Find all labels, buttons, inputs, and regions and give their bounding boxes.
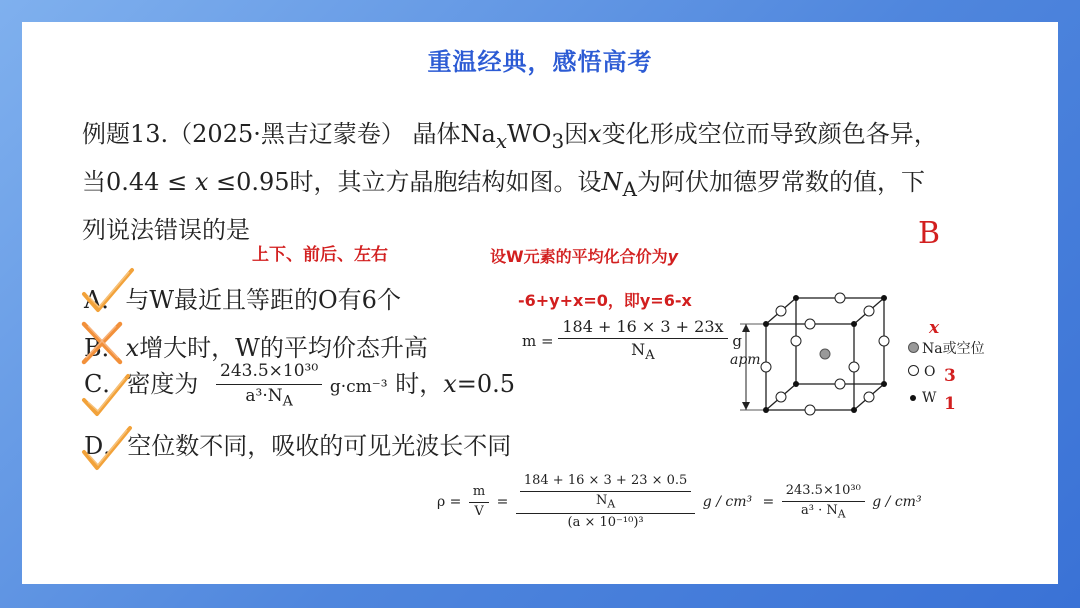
mass-fraction — [558, 318, 727, 364]
q1-text-a: 例题13.（2025·黑吉辽蒙卷） 晶体Na — [82, 120, 496, 148]
rho-res-den-sub: A — [837, 507, 846, 521]
rho-eq1: = — [496, 494, 509, 511]
option-c-num: 243.5×10³⁰ — [216, 362, 322, 385]
rho-inner-num: 184 + 16 × 3 + 23 × 0.5 — [520, 474, 691, 492]
q2-sub-A: A — [622, 176, 637, 201]
q1-sub-x: x — [495, 128, 508, 153]
slide — [22, 22, 1058, 584]
valence-prefix: 设W元素的平均化合价为 — [490, 247, 668, 266]
valence-var: y — [667, 247, 679, 266]
question-line-3: 列说法错误的是 — [82, 216, 250, 244]
rho-result-fraction — [782, 484, 865, 521]
q2-text-c: 为阿伏加德罗常数的值，下 — [636, 168, 925, 196]
mass-den-text: N — [631, 340, 646, 360]
mass-lhs: m = — [522, 331, 554, 350]
legend-w-text: W — [922, 390, 937, 406]
mass-unit: g — [732, 331, 742, 350]
check-icon — [80, 372, 136, 420]
rho-inner-den-sub: A — [607, 497, 616, 511]
q2-x: x — [187, 168, 216, 196]
mass-formula — [522, 318, 742, 364]
legend-o-text: O — [924, 364, 936, 380]
density-formula — [434, 474, 925, 531]
legend-w — [908, 390, 936, 406]
rho-inner-den — [520, 492, 691, 511]
q2-N: N — [601, 168, 623, 196]
option-c-label: C．密度为 — [84, 370, 199, 399]
rho-unit2: g / cm³ — [872, 494, 922, 511]
directions-note: 上下、前后、左右 — [252, 245, 388, 265]
rho-mv — [469, 485, 489, 520]
option-d[interactable]: D．空位数不同，吸收的可见光波长不同 — [84, 432, 512, 460]
legend-w-count: 1 — [944, 394, 956, 414]
q1-text-c: 因 — [564, 120, 589, 148]
option-c-tail-x: x — [443, 370, 457, 399]
q1-text-b: WO — [507, 120, 552, 148]
valence-note — [490, 244, 678, 267]
cross-icon — [78, 318, 126, 368]
legend-na-text: Na或空位 — [922, 341, 985, 357]
rho-big-num — [516, 474, 695, 514]
question-line-2 — [82, 162, 925, 201]
rho-eq2: = — [762, 494, 775, 511]
mass-den-sub: A — [645, 348, 655, 364]
option-c-tail-b: =0.5 — [456, 370, 516, 399]
rho-unit1: g / cm³ — [702, 494, 753, 511]
legend-o-count: 3 — [944, 366, 956, 386]
option-b-label: B． — [84, 334, 126, 362]
rho-res-den — [782, 502, 865, 521]
mass-num: 184 + 16 × 3 + 23x — [558, 318, 727, 339]
answer-label: B — [918, 216, 941, 251]
option-c[interactable] — [84, 362, 515, 409]
edge-length-label: apm — [730, 352, 761, 368]
option-c-den — [216, 385, 322, 410]
page-title: 重温经典，感悟高考 — [427, 48, 653, 76]
check-icon — [80, 424, 138, 474]
rho-inner-den-text: N — [595, 492, 608, 508]
question-line-1 — [82, 114, 938, 153]
equation-note: -6+y+x=0，即y=6-x — [518, 291, 692, 310]
mass-den — [558, 339, 727, 364]
rho-big-fraction — [516, 474, 695, 531]
rho-v: V — [474, 503, 484, 519]
check-icon — [80, 266, 140, 316]
legend-x-label: x — [929, 318, 940, 338]
legend-o — [908, 364, 935, 380]
option-c-den-text: a³·N — [245, 385, 283, 406]
option-c-unit: g·cm⁻³ — [329, 377, 388, 398]
q2-text-a: 当0.44 ≤ — [82, 168, 188, 196]
o-atom-icon — [908, 365, 919, 376]
rho-res-den-text: a³ · N — [800, 502, 838, 518]
rho-res-num: 243.5×10³⁰ — [782, 484, 865, 502]
option-c-tail-a: 时， — [395, 370, 444, 399]
option-b-text: 增大时，W的平均价态升高 — [139, 334, 428, 362]
rho-m: m — [469, 485, 489, 503]
rho-big-den: (a × 10⁻¹⁰)³ — [567, 514, 644, 530]
option-b[interactable] — [84, 328, 428, 363]
rho-lhs: ρ = — [437, 494, 462, 511]
q2-text-b: ≤0.95时，其立方晶胞结构如图。设 — [215, 168, 602, 196]
option-a[interactable]: A．与W最近且等距的O有6个 — [84, 286, 401, 314]
legend-na — [908, 338, 985, 358]
q1-x: x — [588, 120, 602, 148]
rho-inner-fraction — [520, 474, 691, 511]
option-b-x: x — [125, 334, 140, 362]
option-c-fraction — [216, 362, 322, 409]
q1-text-d: 变化形成空位而导致颜色各异， — [601, 120, 938, 148]
na-atom-icon — [908, 342, 919, 353]
q1-sub-3: 3 — [551, 128, 565, 153]
w-atom-icon — [910, 395, 916, 401]
option-c-den-sub: A — [282, 392, 293, 409]
